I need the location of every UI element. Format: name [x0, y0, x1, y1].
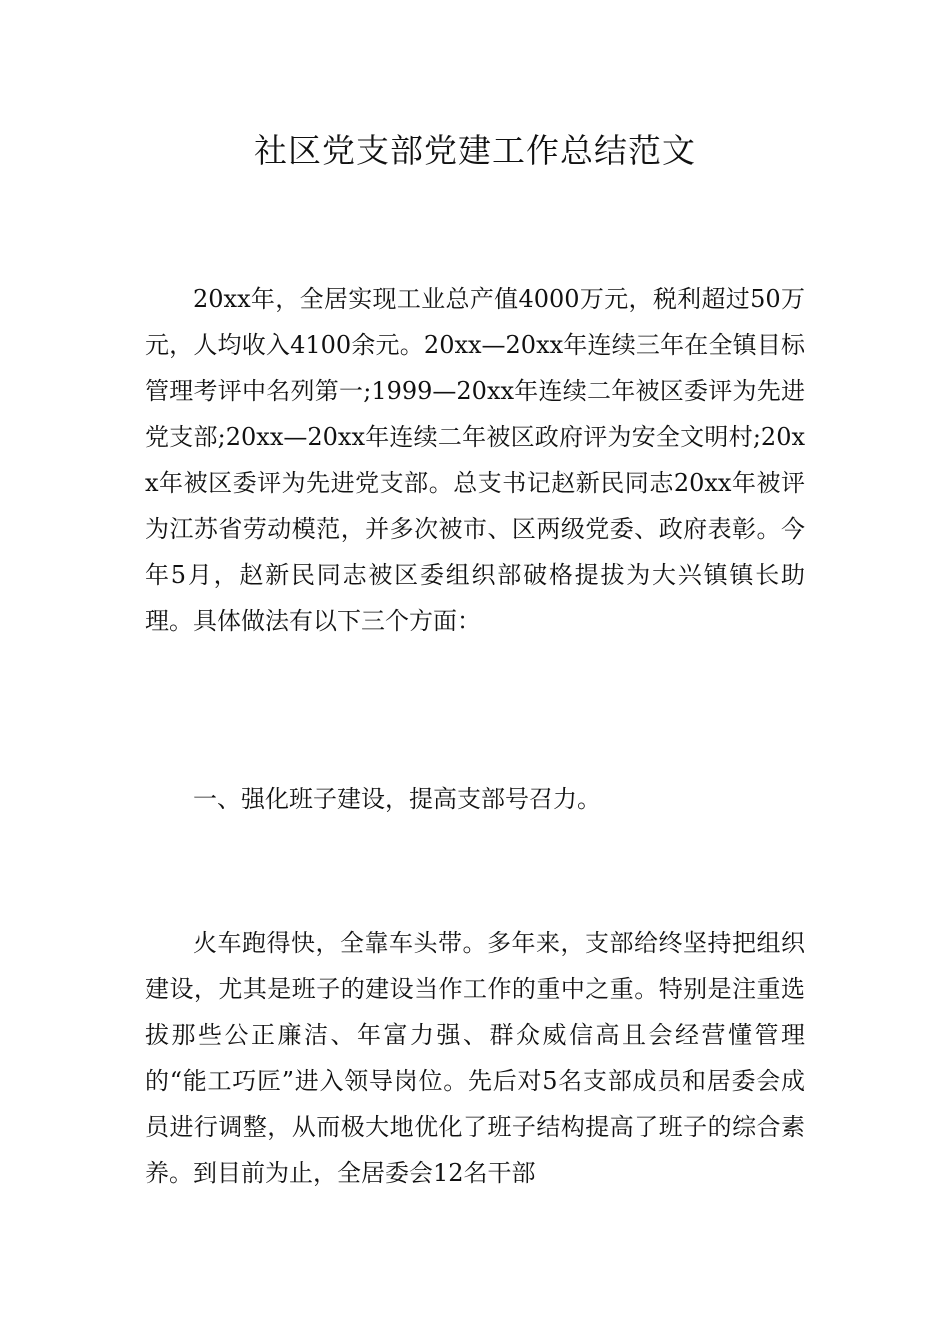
- section-heading-1: 一、强化班子建设，提高支部号召力。: [193, 785, 601, 813]
- paragraph-intro: 20xx年，全居实现工业总产值4000万元，税利超过50万元，人均收入4100余元。20xx—20xx年连续三年在全镇目标管理考评中名列第一;1999—20xx年连续二年被区委评为先进党支部;20xx—20xx年连续二年被区政府评为安全文明村;20xx年被区委评为先进党支部。总支书记赵新民同志20xx年被评为江苏省劳动模范，并多次被市、区两级党委、政府表彰。今年5月，赵新民同志被区委组织部破格提拔为大兴镇镇长助理。具体做法有以下三个方面：: [145, 285, 805, 635]
- document-title: 社区党支部党建工作总结范文: [254, 131, 696, 170]
- paragraph-section-1: 火车跑得快，全靠车头带。多年来，支部给终坚持把组织建设，尤其是班子的建设当作工作的重中之重。特别是注重选拔那些公正廉洁、年富力强、群众威信高且会经营懂管理的“能工巧匠”进入领导岗位。先后对5名支部成员和居委会成员进行调整，从而极大地优化了班子结构提高了班子的综合素养。到目前为止，全居委会12名干部: [145, 929, 805, 1187]
